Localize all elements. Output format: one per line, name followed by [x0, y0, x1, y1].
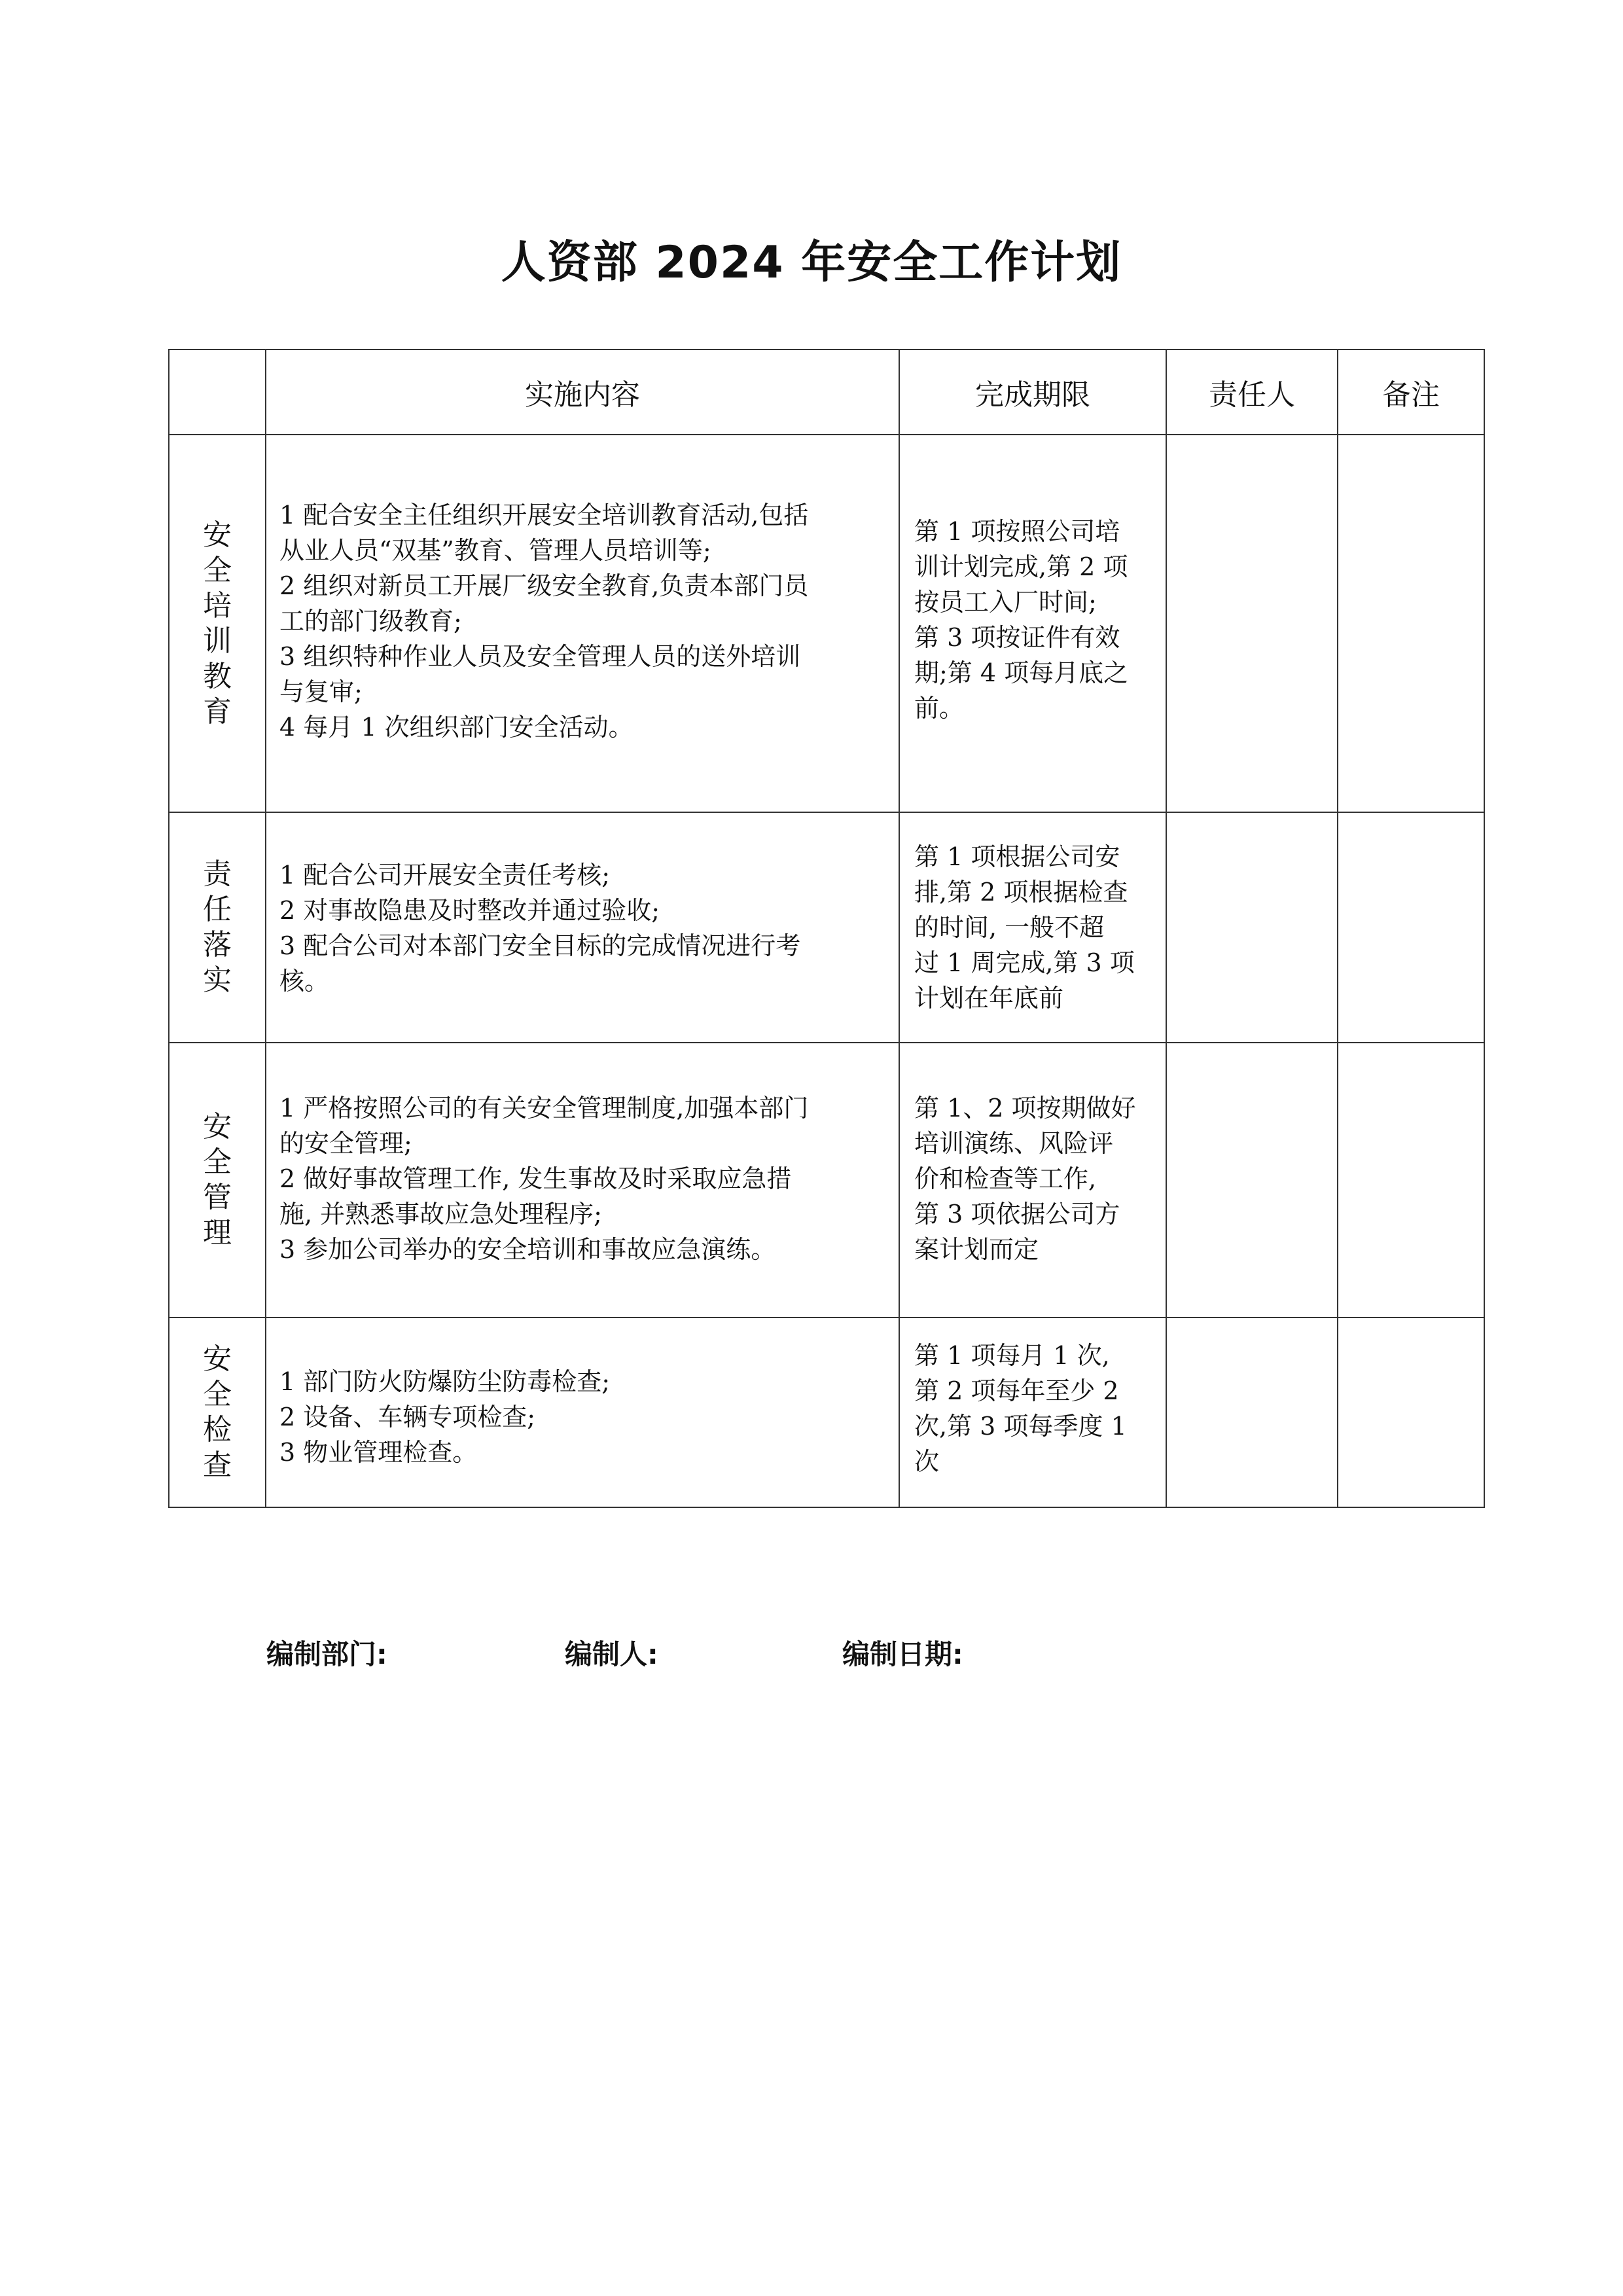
content-line: 工的部门级教育; [279, 607, 462, 636]
deadline-line: 第 3 项依据公司方 [914, 1200, 1120, 1229]
deadline-line: 第 1 项按照公司培 [914, 517, 1120, 546]
deadline-line: 价和检查等工作, [914, 1164, 1097, 1193]
content-line: 2 组织对新员工开展厂级安全教育,负责本部门员 [279, 571, 809, 600]
deadline-line: 次 [914, 1447, 940, 1476]
content-line: 的安全管理; [279, 1129, 412, 1158]
table-row [169, 812, 1484, 1043]
content-cell [266, 435, 899, 812]
footer-date-label: 编制日期: [842, 1638, 963, 1670]
remarks-cell [1338, 812, 1484, 1043]
content-line: 2 做好事故管理工作, 发生事故及时采取应急措 [279, 1164, 792, 1193]
header-row [169, 350, 1484, 435]
category-label: 安全检查 [203, 1342, 232, 1482]
content-line: 1 配合安全主任组织开展安全培训教育活动,包括 [279, 501, 809, 529]
category-cell [169, 1043, 266, 1318]
content-line: 核。 [279, 967, 330, 996]
content-line: 从业人员“双基”教育、管理人员培训等; [279, 536, 711, 565]
deadline-line: 排,第 2 项根据检查 [914, 878, 1128, 906]
deadline-line: 次,第 3 项每季度 1 [914, 1412, 1127, 1441]
content-line: 3 参加公司举办的安全培训和事故应急演练。 [279, 1235, 776, 1264]
content-line: 2 对事故隐患及时整改并通过验收; [279, 896, 660, 925]
content-line: 1 部门防火防爆防尘防毒检查; [279, 1367, 611, 1396]
page-title: 人资部 2024 年安全工作计划 [501, 237, 1122, 289]
table-row [169, 1318, 1484, 1507]
deadline-line: 第 1 项根据公司安 [914, 842, 1120, 871]
header-deadline: 完成期限 [899, 350, 1166, 435]
footer-preparer-label: 编制人: [565, 1638, 658, 1670]
content-cell [266, 1318, 899, 1507]
remarks-cell [1338, 1318, 1484, 1507]
deadline-cell [899, 1043, 1166, 1318]
content-cell [266, 1043, 899, 1318]
table-row [169, 435, 1484, 812]
deadline-line: 第 3 项按证件有效 [914, 623, 1120, 652]
deadline-cell [899, 1318, 1166, 1507]
deadline-line: 前。 [914, 694, 965, 723]
plan-table [168, 349, 1485, 1508]
content-line: 与复审; [279, 677, 363, 706]
header-content: 实施内容 [266, 350, 899, 435]
remarks-cell [1338, 435, 1484, 812]
content-line: 2 设备、车辆专项检查; [279, 1403, 536, 1431]
deadline-line: 第 1 项每月 1 次, [914, 1341, 1110, 1370]
deadline-line: 培训演练、风险评 [914, 1129, 1114, 1158]
category-label: 安全管理 [203, 1110, 232, 1249]
deadline-cell [899, 812, 1166, 1043]
category-label: 安全培训教育 [203, 518, 232, 728]
deadline-line: 期;第 4 项每月底之 [914, 658, 1129, 687]
responsible-cell [1166, 1318, 1338, 1507]
deadline-line: 第 1、2 项按期做好 [914, 1094, 1136, 1122]
deadline-line: 过 1 周完成,第 3 项 [914, 948, 1135, 977]
responsible-cell [1166, 435, 1338, 812]
deadline-line: 的时间, 一般不超 [914, 913, 1105, 942]
responsible-cell [1166, 812, 1338, 1043]
responsible-cell [1166, 1043, 1338, 1318]
content-line: 4 每月 1 次组织部门安全活动。 [279, 713, 633, 742]
deadline-line: 案计划而定 [914, 1235, 1039, 1264]
deadline-line: 第 2 项每年至少 2 [914, 1376, 1119, 1405]
category-cell [169, 812, 266, 1043]
content-line: 3 组织特种作业人员及安全管理人员的送外培训 [279, 642, 801, 671]
content-cell [266, 812, 899, 1043]
deadline-line: 按员工入厂时间; [914, 588, 1097, 617]
header-category [169, 350, 266, 435]
remarks-cell [1338, 1043, 1484, 1318]
deadline-line: 计划在年底前 [914, 984, 1064, 1013]
footer-department-label: 编制部门: [266, 1638, 387, 1670]
category-cell [169, 435, 266, 812]
header-responsible: 责任人 [1166, 350, 1338, 435]
content-line: 施, 并熟悉事故应急处理程序; [279, 1200, 602, 1229]
deadline-cell [899, 435, 1166, 812]
category-label: 责任落实 [203, 857, 232, 997]
header-remarks: 备注 [1338, 350, 1484, 435]
deadline-line: 训计划完成,第 2 项 [914, 552, 1128, 581]
content-line: 1 配合公司开展安全责任考核; [279, 861, 611, 889]
table-row [169, 1043, 1484, 1318]
category-cell [169, 1318, 266, 1507]
content-line: 3 配合公司对本部门安全目标的完成情况进行考 [279, 931, 801, 960]
content-line: 3 物业管理检查。 [279, 1438, 478, 1467]
content-line: 1 严格按照公司的有关安全管理制度,加强本部门 [279, 1094, 809, 1122]
